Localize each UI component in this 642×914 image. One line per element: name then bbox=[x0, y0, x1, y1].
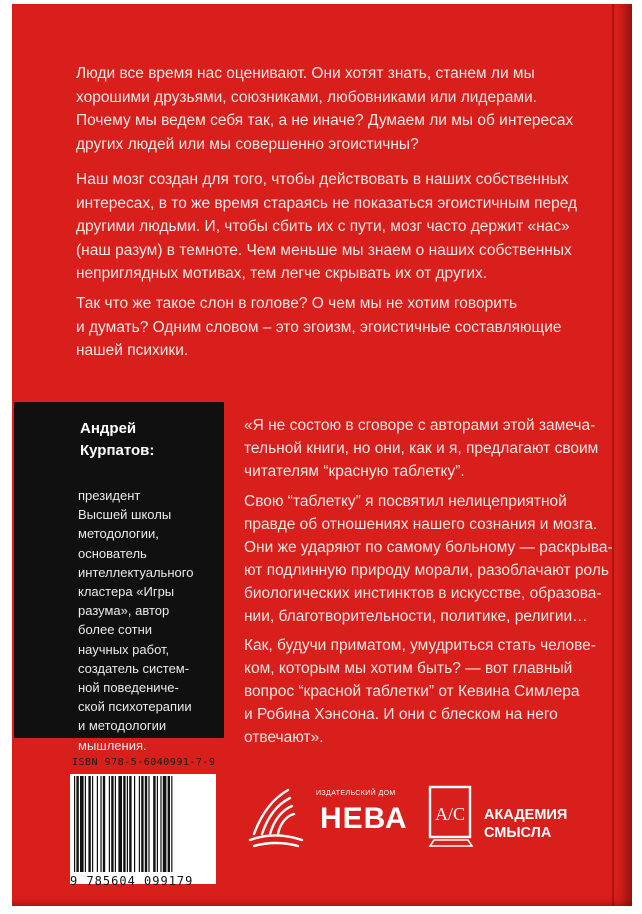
academy-name-line: СМЫСЛА bbox=[484, 825, 552, 841]
barcode-digits: 9 785604 099179 bbox=[70, 874, 194, 888]
barcode-bar bbox=[74, 776, 75, 872]
bio-line: создатель систем- bbox=[78, 660, 190, 676]
text-line: Они же ударяют по самому больному — раскрыва- bbox=[244, 539, 613, 556]
intro-paragraph-2 bbox=[76, 168, 586, 286]
bio-line: Высшей школы bbox=[78, 507, 172, 523]
barcode-bar bbox=[168, 776, 170, 872]
text-line: читателям “красную таблетку”. bbox=[244, 463, 465, 480]
text-line: и Робина Хэнсона. И они с блеском на него bbox=[244, 706, 558, 723]
author-bio bbox=[78, 486, 220, 755]
text-line: (наш разум) в темноте. Чем меньше мы знаем о наших собственных bbox=[76, 241, 572, 259]
text-line: правде об отношениях нашего сознания и мозга. bbox=[244, 516, 598, 533]
text-line: и думать? Одним словом – это эгоизм, эгоистичные составляющие bbox=[76, 318, 562, 336]
bio-line: ской психотерапии bbox=[78, 699, 192, 715]
bio-line: президент bbox=[78, 488, 141, 503]
text-line: тельной книги, но они, как и я, предлагают своим bbox=[244, 440, 599, 457]
text-line: отвечают». bbox=[244, 729, 324, 746]
barcode-bar bbox=[80, 776, 84, 872]
text-line: неприглядных мотивах, тем легче скрывать их от других. bbox=[76, 265, 488, 282]
academy-name-line: АКАДЕМИЯ bbox=[484, 807, 568, 823]
barcode-bar bbox=[88, 776, 90, 872]
text-line: нии, благотворительности, политике, религии… bbox=[244, 608, 588, 625]
author-first-name: Андрей bbox=[80, 420, 137, 437]
barcode-bar bbox=[129, 776, 131, 872]
book-back-cover bbox=[12, 4, 632, 906]
bio-line: кластера «Игры bbox=[78, 584, 175, 600]
barcode-bar bbox=[141, 776, 143, 872]
quote-paragraph-1 bbox=[244, 414, 614, 483]
barcode-bar bbox=[163, 776, 167, 872]
barcode-bar bbox=[153, 776, 155, 872]
neva-caption: ИЗДАТЕЛЬСКИЙ ДОМ bbox=[316, 790, 396, 797]
barcode-bar bbox=[103, 776, 105, 872]
text-line: Люди все время нас оценивают. Они хотят знать, станем ли мы bbox=[76, 65, 535, 82]
text-line: Так что же такое слон в голове? О чем мы не хотим говорить bbox=[76, 295, 518, 312]
isbn-label: ISBN 978-5-6040991-7-9 bbox=[72, 757, 216, 768]
author-last-name: Курпатов: bbox=[80, 442, 155, 459]
intro-paragraph-3 bbox=[76, 292, 586, 363]
barcode-bar bbox=[97, 776, 98, 872]
neva-name: НЕВА bbox=[320, 802, 408, 835]
text-line: Как, будучи приматом, умудриться стать челове- bbox=[244, 637, 596, 654]
barcode-bar bbox=[127, 776, 128, 872]
intro-paragraph-1 bbox=[76, 62, 586, 156]
text-line: Свою “таблетку” я посвятил нелицеприятной bbox=[244, 493, 567, 510]
barcode-bar bbox=[85, 776, 86, 872]
quote-paragraph-3 bbox=[244, 634, 614, 749]
text-line: интересах, в то же время стараясь не показаться эгоистичным перед bbox=[76, 194, 578, 212]
barcode-bar bbox=[157, 776, 158, 872]
text-line: ком, которым мы хотим быть? — вот главный bbox=[244, 660, 573, 677]
text-line: биологических инстинктов в искусстве, образова- bbox=[244, 585, 602, 602]
barcode-bar bbox=[92, 776, 93, 872]
barcode-bar bbox=[118, 776, 122, 872]
text-line: хорошими друзьями, союзниками, любовниками или лидерами. bbox=[76, 88, 537, 106]
author-name bbox=[80, 418, 154, 462]
barcode-bar bbox=[109, 776, 110, 872]
author-box bbox=[14, 402, 224, 753]
barcode-bar bbox=[145, 776, 147, 872]
barcode-bar bbox=[76, 776, 78, 872]
bio-line: основатель bbox=[78, 545, 147, 561]
quote-paragraph-2 bbox=[244, 490, 614, 628]
text-line: «Я не состою в сговоре с авторами этой замеча- bbox=[244, 417, 596, 434]
publisher-neva-logo bbox=[244, 782, 414, 852]
text-line: Почему мы ведем себя так, а не иначе? Думаем ли мы об интересах bbox=[76, 112, 574, 129]
text-line: другими людьми. И, чтобы сбить их с пути, мозг часто держит «нас» bbox=[76, 218, 570, 235]
barcode-bar bbox=[115, 776, 116, 872]
barcode-bar bbox=[171, 776, 172, 872]
academy-emblem-icon bbox=[426, 784, 478, 850]
barcode-bar bbox=[100, 776, 101, 872]
text-line: нашей психики. bbox=[76, 342, 189, 359]
bio-line: разума», автор bbox=[78, 603, 170, 619]
bio-line: и методологии bbox=[78, 718, 167, 734]
barcode-bar bbox=[134, 776, 135, 872]
barcode-bar bbox=[148, 776, 149, 872]
text-line: Наш мозг создан для того, чтобы действовать в наших собственных bbox=[76, 171, 569, 188]
academy-name bbox=[484, 806, 567, 842]
text-line: ют подлинную природу морали, разоблачают роль bbox=[244, 562, 609, 579]
bio-line: ной поведениче- bbox=[78, 680, 179, 696]
bio-line: интеллектуального bbox=[78, 564, 194, 580]
barcode-bar bbox=[123, 776, 125, 872]
bio-line: более сотни bbox=[78, 622, 153, 638]
barcode-bar bbox=[139, 776, 140, 872]
bio-line: мышления. bbox=[78, 737, 147, 753]
publisher-academy-logo bbox=[426, 784, 606, 854]
barcode bbox=[70, 774, 216, 884]
bio-line: научных работ, bbox=[78, 641, 170, 657]
barcode-bar bbox=[111, 776, 113, 872]
barcode-bar bbox=[160, 776, 161, 872]
bio-line: методологии, bbox=[78, 526, 159, 542]
text-line: вопрос “красной таблетки” от Кевина Симлера bbox=[244, 683, 580, 700]
text-line: других людей или мы совершенно эгоистичны? bbox=[76, 135, 419, 153]
sailboat-icon bbox=[244, 782, 316, 852]
academy-monogram: А/С bbox=[434, 804, 466, 824]
